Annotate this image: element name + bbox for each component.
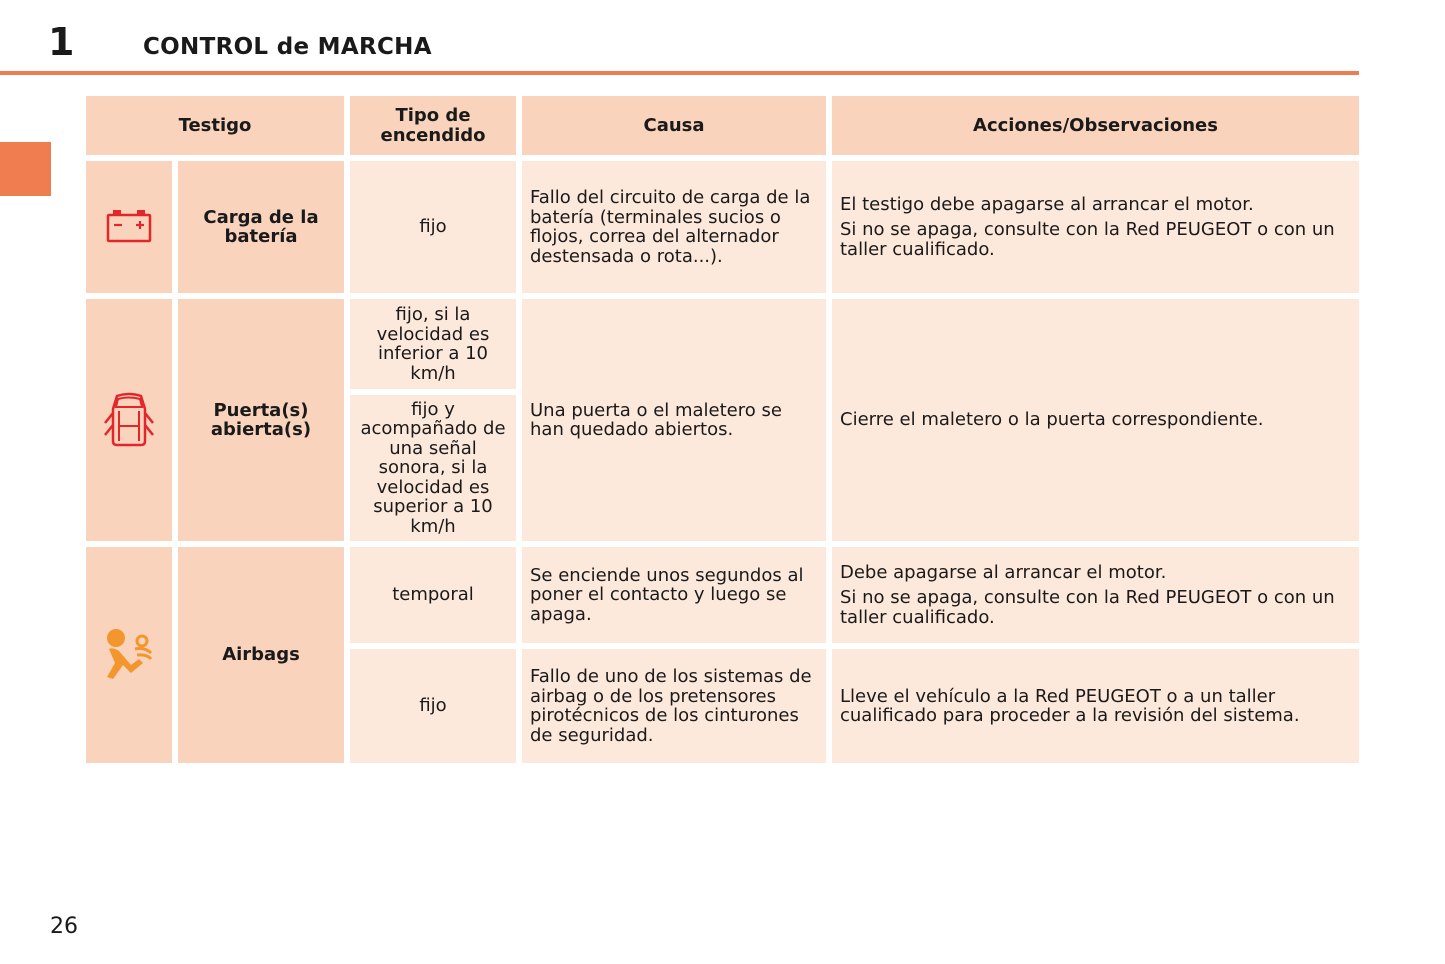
cause-door: Una puerta o el maletero se han quedado abiertos. bbox=[522, 299, 826, 541]
label-door: Puerta(s) abierta(s) bbox=[178, 299, 344, 541]
type-airbag-fijo: fijo bbox=[350, 649, 516, 763]
cause-battery: Fallo del circuito de carga de la batería (terminales sucios o flojos, correa del alternador destensada o rota...). bbox=[522, 161, 826, 293]
door-open-icon bbox=[103, 391, 155, 449]
actions-door: Cierre el maletero o la puerta correspondiente. bbox=[832, 299, 1359, 541]
door-icon-cell bbox=[86, 299, 172, 541]
page-number: 26 bbox=[50, 914, 78, 939]
header-rule bbox=[0, 71, 1359, 75]
label-battery: Carga de la batería bbox=[178, 161, 344, 293]
action-text: Si no se apaga, consulte con la Red PEUGEOT o con un taller cualificado. bbox=[840, 219, 1335, 260]
action-text: Si no se apaga, consulte con la Red PEUGEOT o con un taller cualificado. bbox=[840, 587, 1335, 628]
airbag-icon-cell bbox=[86, 547, 172, 763]
action-text: Debe apagarse al arrancar el motor. bbox=[840, 561, 1167, 583]
cause-airbag-temporal: Se enciende unos segundos al poner el contacto y luego se apaga. bbox=[522, 547, 826, 643]
battery-charge-icon bbox=[105, 209, 153, 245]
battery-icon-cell bbox=[86, 161, 172, 293]
column-header-testigo: Testigo bbox=[86, 96, 344, 155]
type-battery: fijo bbox=[350, 161, 516, 293]
type-airbag-temporal: temporal bbox=[350, 547, 516, 643]
type-door-high-speed: fijo y acompañado de una señal sonora, si la velocidad es superior a 10 km/h bbox=[350, 395, 516, 541]
actions-airbag-temporal bbox=[832, 547, 1359, 643]
cause-airbag-fijo: Fallo de uno de los sistemas de airbag o de los pretensores pirotécnicos de los cinturones de seguridad. bbox=[522, 649, 826, 763]
page-title: CONTROL de MARCHA bbox=[143, 34, 432, 60]
chapter-side-tab bbox=[0, 142, 51, 196]
action-text: El testigo debe apagarse al arrancar el motor. bbox=[840, 193, 1254, 215]
type-door-low-speed: fijo, si la velocidad es inferior a 10 km/h bbox=[350, 299, 516, 389]
actions-battery bbox=[832, 161, 1359, 293]
chapter-number: 1 bbox=[48, 20, 75, 64]
actions-airbag-fijo: Lleve el vehículo a la Red PEUGEOT o a un taller cualificado para proceder a la revisión del sistema. bbox=[832, 649, 1359, 763]
airbag-icon bbox=[101, 627, 157, 683]
label-airbags: Airbags bbox=[178, 547, 344, 763]
column-header-acciones: Acciones/Observaciones bbox=[832, 96, 1359, 155]
column-header-causa: Causa bbox=[522, 96, 826, 155]
column-header-tipo: Tipo de encendido bbox=[350, 96, 516, 155]
